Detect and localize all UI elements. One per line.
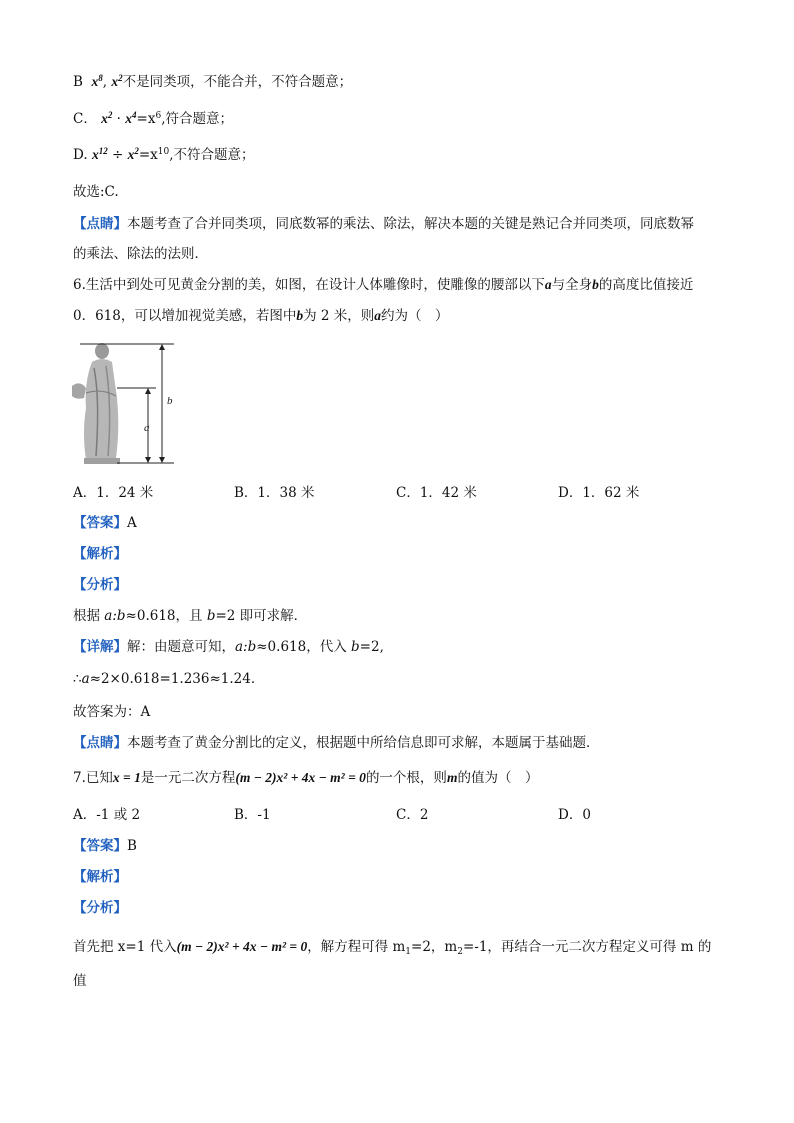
review-tag: 【点睛】 xyxy=(73,216,127,232)
q7-answer: 【答案】B xyxy=(73,838,137,854)
q5-review: 【点睛】本题考查了合并同类项，同底数幂的乘法、除法，解决本题的关键是熟记合并同类项，同底数幂 xyxy=(73,216,694,232)
q6-fenxi-tag: 【分析】 xyxy=(73,577,127,593)
q6-calc: ∴a≈2×0.618=1.236≈1.24． xyxy=(73,671,265,687)
q7-analysis-tag: 【解析】 xyxy=(73,869,127,885)
q6-review: 【点睛】本题考查了黄金分割比的定义，根据题中所给信息即可求解，本题属于基础题． xyxy=(73,735,600,751)
q5-option-c-explanation: C． $x^2 \cdot x^4=x^6$,符合题意； xyxy=(73,110,233,127)
q7-option-d: D．0 xyxy=(558,807,591,823)
q7-option-b: B．-1 xyxy=(234,807,271,823)
q7-option-c: C．2 xyxy=(396,807,429,823)
q7-fenxi: 首先把 x=1 代入(m − 2)x² + 4x − m² = 0，解方程可得 $m_1=2$，$m_2=-1$，再结合一元二次方程定义可得 m 的 xyxy=(73,939,712,957)
q7-stem: 7.已知x = 1是一元二次方程(m − 2)x² + 4x − m² = 0的一个根，则m的值为（ ） xyxy=(73,770,539,786)
q6-stem-line1: 6.生活中到处可见黄金分割的美，如图，在设计人体雕像时，使雕像的腰部以下a与全身b的高度比值接近 xyxy=(73,277,694,293)
statue-figure xyxy=(72,338,188,466)
q6-detail: 【详解】解：由题意可知，a:b≈0.618，代入 b=2, xyxy=(73,639,384,655)
q6-answer: 【答案】A xyxy=(73,515,137,531)
q6-option-b: B．1．38 米 xyxy=(234,485,315,501)
q6-fenxi: 根据 a:b≈0.618，且 b=2 即可求解． xyxy=(73,608,308,624)
q5-choice: 故选:C. xyxy=(73,184,119,200)
q6-option-d: D．1．62 米 xyxy=(558,485,640,501)
figure-label-b: b xyxy=(167,395,173,407)
q6-analysis-tag: 【解析】 xyxy=(73,546,127,562)
q7-fenxi-cont: 值 xyxy=(73,973,87,989)
q6-option-a: A．1．24 米 xyxy=(73,485,154,501)
q5-option-b-explanation: B $x^8$, $x^2$不是同类项，不能合并，不符合题意； xyxy=(73,73,353,90)
q7-fenxi-tag: 【分析】 xyxy=(73,900,127,916)
q7-option-a: A．-1 或 2 xyxy=(73,807,141,823)
answer-tag: 【答案】 xyxy=(73,515,127,531)
figure-label-a: a xyxy=(144,422,150,434)
q5-review-cont: 的乘法、除法的法则． xyxy=(73,246,208,262)
q6-final: 故答案为：A xyxy=(73,704,151,720)
q6-option-c: C．1．42 米 xyxy=(396,485,477,501)
q5-option-d-explanation: D. $x^{12} \div x^2=x^{10}$,不符合题意； xyxy=(73,146,255,163)
q6-stem-line2: 0．618，可以增加视觉美感，若图中b为 2 米，则a约为（ ） xyxy=(73,308,449,324)
